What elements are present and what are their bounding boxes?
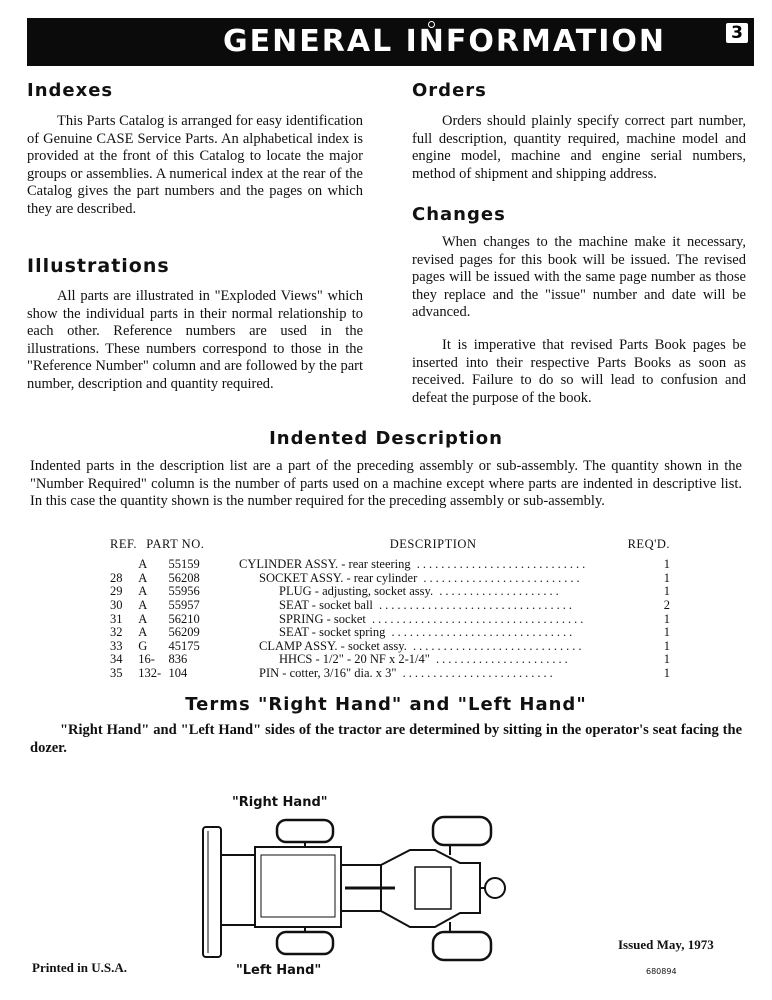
rear-right-wheel: [433, 817, 491, 845]
illustrations-body: All parts are illustrated in "Exploded Views" which show the individual parts in their normal relationship to each other. Reference numbers are used in the illustrations. These numbers correspond to those in the "Reference Number" column and are followed by the part number, description and quantity required.: [27, 288, 363, 392]
row-part-number-cell: 56210: [168, 611, 200, 626]
row-ref-cell: 30: [110, 598, 123, 613]
parts-table-row: [110, 640, 670, 654]
steering-hub: [485, 878, 505, 898]
row-required-cell: 1: [663, 666, 670, 681]
indented-heading: Indented Description: [269, 428, 503, 449]
row-part-number-cell: 55956: [168, 584, 200, 599]
hood-panel: [261, 855, 335, 917]
row-required-cell: 1: [663, 584, 670, 599]
orders-body: Orders should plainly specify correct part number, full description, quantity required, machine model and engine model, machine and engine serial numbers, method of shipment and shipping address.: [412, 113, 746, 182]
parts-table-row: [110, 667, 670, 681]
row-group-cell: A: [138, 570, 148, 585]
row-description-cell: [239, 572, 627, 586]
row-ref-cell: 28: [110, 570, 123, 585]
row-description-cell: [239, 667, 627, 681]
row-description-text: SEAT - socket ball: [279, 598, 373, 613]
row-required-cell: 1: [663, 570, 670, 585]
operator-seat: [415, 867, 451, 909]
page-number: 3: [726, 23, 748, 43]
dozer-blade: [203, 827, 221, 957]
row-description-text: PIN - cotter, 3/16" dia. x 3": [259, 666, 397, 681]
col-ref-header: REF.: [110, 537, 138, 551]
illustrations-heading: Illustrations: [27, 255, 170, 277]
indented-body: Indented parts in the description list are a part of the preceding assembly or sub-assembly. The quantity shown in the "Number Required" column is the number of parts used on a machine except where parts are indented in descriptive list. In this case the quantity shown is the number required for the preceding assembly or sub-assembly.: [30, 458, 742, 509]
row-group-cell: A: [138, 584, 148, 599]
parts-table-row: [110, 653, 670, 667]
row-required-cell: 2: [663, 598, 670, 613]
tractor-top-view-diagram: [195, 815, 535, 965]
row-leader-dots: ......................: [429, 653, 571, 667]
row-required-cell: 1: [663, 625, 670, 640]
row-leader-dots: ............................: [410, 558, 589, 572]
row-ref-cell: 35: [110, 666, 123, 681]
row-part-number-cell: 55159: [168, 557, 200, 572]
row-part-number-cell: 836: [168, 652, 188, 667]
row-description-cell: [239, 626, 627, 640]
page-title: GENERAL INFORMATION: [223, 24, 666, 59]
parts-table-row: [110, 599, 670, 613]
indexes-body: This Parts Catalog is arranged for easy identification of Genuine CASE Service Parts. An alphabetical index is provided at the front of this Catalog to locate the major groups or assemblies. A numerical index at the rear of the Catalog gives the part numbers and the pages on which they are described.: [27, 113, 363, 217]
row-required-cell: 1: [663, 638, 670, 653]
header-banner: [27, 18, 754, 66]
row-ref-cell: 31: [110, 611, 123, 626]
front-right-wheel: [277, 820, 333, 842]
row-group-cell: A: [138, 625, 148, 640]
parts-table-row: [110, 626, 670, 640]
indexes-heading: Indexes: [27, 80, 114, 101]
row-group-cell: A: [138, 598, 148, 613]
right-hand-label: "Right Hand": [232, 795, 328, 810]
row-description-cell: [239, 558, 627, 572]
col-part-header: PART NO.: [146, 537, 205, 551]
row-part-number-cell: 55957: [168, 598, 200, 613]
row-group-cell: 132-: [138, 666, 162, 681]
row-group-cell: A: [138, 611, 148, 626]
parts-table-row: [110, 572, 670, 586]
row-part-number-cell: 56208: [168, 570, 200, 585]
front-left-wheel: [277, 932, 333, 954]
parts-table-row: [110, 558, 670, 572]
row-required-cell: 1: [663, 652, 670, 667]
row-description-cell: [239, 599, 627, 613]
row-leader-dots: .........................: [396, 666, 556, 681]
row-description-cell: [239, 653, 627, 667]
row-description-text: CYLINDER ASSY. - rear steering: [239, 558, 411, 572]
row-group-cell: G: [138, 638, 148, 653]
row-leader-dots: ............................: [406, 639, 585, 653]
parts-table-header: [110, 538, 670, 558]
row-part-number-cell: 104: [168, 666, 188, 681]
col-req-header: REQ'D.: [627, 537, 670, 551]
row-ref-cell: [110, 558, 138, 572]
row-description-cell: [239, 585, 627, 599]
row-ref-cell: 32: [110, 625, 123, 640]
row-leader-dots: ................................: [372, 598, 576, 613]
row-description-text: SEAT - socket spring: [279, 625, 386, 640]
row-leader-dots: ....................: [433, 585, 562, 599]
issue-date: Issued May, 1973: [618, 937, 714, 952]
row-leader-dots: ..............................: [385, 625, 576, 640]
row-description-cell: [239, 612, 627, 626]
changes-body-1: When changes to the machine make it necessary, revised pages for this book will be issued. The revised pages will be issued with the same page number as those they replace and the "issue" number and date will be advanced.: [412, 234, 746, 320]
printed-in-label: Printed in U.S.A.: [32, 960, 127, 975]
engine-body: [255, 847, 341, 927]
parts-table-row: [110, 585, 670, 599]
push-frame: [221, 855, 255, 925]
row-part-number-cell: 56209: [168, 625, 200, 640]
row-group-cell: 16-: [138, 652, 155, 667]
row-description-text: PLUG - adjusting, socket assy.: [279, 585, 434, 599]
rear-left-wheel: [433, 932, 491, 960]
parts-table-row: [110, 612, 670, 626]
row-leader-dots: ..........................: [417, 571, 583, 585]
parts-table: [110, 538, 670, 680]
row-group-cell: A: [138, 557, 148, 572]
row-description-text: CLAMP ASSY. - socket assy.: [259, 639, 407, 653]
orders-heading: Orders: [412, 80, 487, 101]
row-part-number-cell: 45175: [168, 638, 200, 653]
row-description-text: SPRING - socket: [279, 612, 366, 626]
changes-body-2: It is imperative that revised Parts Book pages be inserted into their respective Parts Books as soon as received. Failure to do so will lead to confusion and defeat the purpose of the book.: [412, 337, 746, 406]
terms-heading: Terms "Right Hand" and "Left Hand": [185, 694, 587, 715]
rear-frame: [381, 850, 480, 927]
row-description-text: SOCKET ASSY. - rear cylinder: [259, 571, 418, 585]
row-leader-dots: ...................................: [365, 612, 587, 626]
col-desc-header: DESCRIPTION: [389, 537, 477, 551]
row-required-cell: 1: [663, 611, 670, 626]
row-required-cell: 1: [663, 557, 670, 572]
row-description-text: HHCS - 1/2" - 20 NF x 2-1/4": [279, 653, 430, 667]
row-ref-cell: 33: [110, 638, 123, 653]
changes-heading: Changes: [412, 204, 506, 225]
document-code: 680894: [646, 967, 677, 976]
row-description-cell: [239, 640, 627, 654]
terms-body: "Right Hand" and "Left Hand" sides of the tractor are determined by sitting in the operator's seat facing the dozer.: [30, 722, 742, 756]
left-hand-label: "Left Hand": [236, 963, 322, 978]
row-ref-cell: 29: [110, 584, 123, 599]
row-ref-cell: 34: [110, 652, 123, 667]
